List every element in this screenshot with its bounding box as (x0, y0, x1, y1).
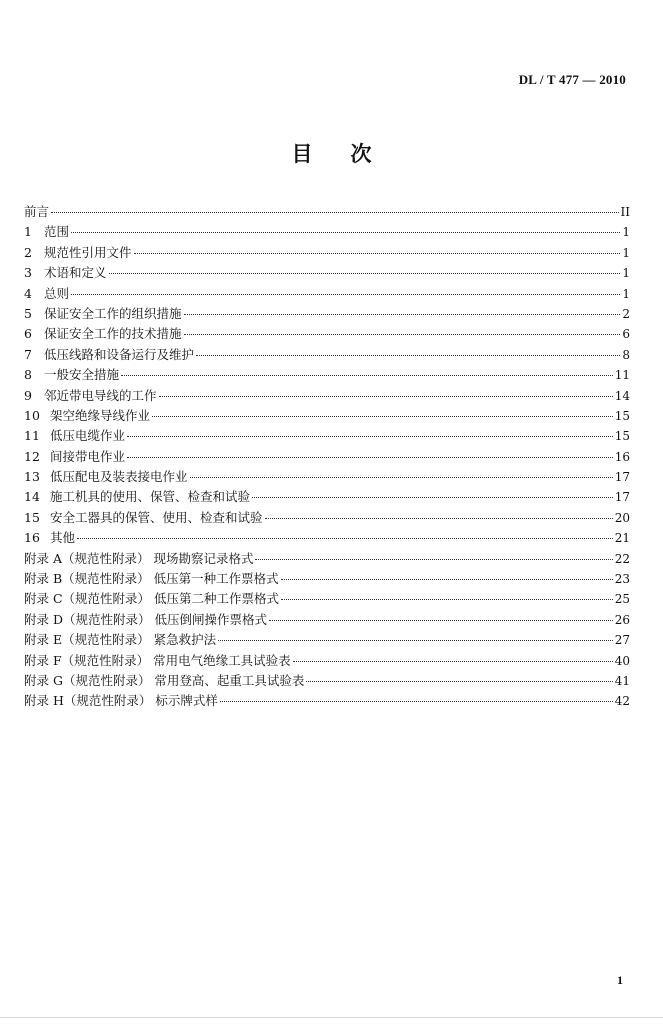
toc-entry-page: 16 (614, 449, 630, 464)
toc-entry[interactable] (24, 630, 630, 650)
toc-entry-page: 25 (614, 592, 630, 607)
toc-entry[interactable] (24, 549, 630, 569)
toc-title: 目次 (291, 142, 410, 166)
toc-entry-title: 前言 (24, 204, 50, 219)
toc-entry-number: 8 (24, 367, 32, 383)
toc-entry-page: 17 (614, 490, 630, 505)
toc-entry-number: 3 (24, 265, 32, 281)
toc-dot-leader (127, 457, 613, 458)
toc-dot-leader (71, 294, 620, 295)
toc-entry-number: 16 (24, 530, 40, 546)
toc-dot-leader (269, 620, 613, 621)
toc-entry[interactable] (24, 406, 630, 426)
toc-dot-leader (218, 640, 613, 641)
toc-entry-title: 附录 C（规范性附录） 低压第二种工作票格式 (24, 591, 280, 607)
toc-entry[interactable] (24, 691, 630, 711)
toc-entry-title: 附录 F（规范性附录） 常用电气绝缘工具试验表 (24, 652, 291, 668)
toc-entry-title: 附录 G（规范性附录） 常用登高、起重工具试验表 (24, 672, 305, 688)
toc-entry-number: 5 (24, 305, 32, 321)
toc-entry-page: II (620, 205, 630, 219)
toc-entry-page: 17 (614, 470, 630, 485)
toc-entry-page: 22 (614, 551, 630, 566)
toc-entry-page: 1 (622, 266, 630, 281)
toc-dot-leader (121, 375, 613, 376)
toc-entry-page: 41 (614, 673, 630, 688)
toc-entry[interactable] (24, 202, 630, 222)
toc-entry[interactable] (24, 243, 630, 263)
toc-dot-leader (265, 518, 613, 519)
toc-entry-title: 附录 H（规范性附录） 标示牌式样 (24, 693, 218, 709)
toc-entry-page: 11 (614, 368, 630, 383)
toc-entry[interactable] (24, 222, 630, 242)
toc-entry-page: 20 (614, 510, 630, 525)
toc-entry-page: 21 (614, 531, 630, 546)
toc-entry[interactable] (24, 284, 630, 304)
toc-dot-leader (190, 477, 613, 478)
toc-entry-number: 6 (24, 326, 32, 342)
toc-dot-leader (159, 396, 613, 397)
toc-dot-leader (109, 273, 620, 274)
toc-dot-leader (127, 436, 613, 437)
toc-entry-title: 施工机具的使用、保管、检查和试验 (50, 489, 251, 505)
toc-entry-page: 1 (622, 245, 630, 260)
toc-entry[interactable] (24, 467, 630, 487)
toc-entry-page: 8 (622, 347, 630, 362)
toc-entry-page: 26 (614, 612, 630, 627)
toc-entry-title: 一般安全措施 (44, 367, 120, 383)
toc-entry[interactable] (24, 508, 630, 528)
toc-entry-number: 14 (24, 489, 40, 505)
toc-dot-leader (293, 661, 613, 662)
toc-entry[interactable] (24, 528, 630, 548)
toc-entry-title: 邻近带电导线的工作 (44, 387, 157, 403)
toc-entry-title: 术语和定义 (44, 265, 107, 281)
toc-dot-leader (281, 579, 613, 580)
toc-dot-leader (184, 334, 620, 335)
toc-entry[interactable] (24, 671, 630, 691)
toc-entry[interactable] (24, 345, 630, 365)
toc-dot-leader (134, 253, 620, 254)
toc-entry[interactable] (24, 386, 630, 406)
toc-dot-leader (255, 559, 612, 560)
toc-entry[interactable] (24, 487, 630, 507)
toc-entry-title: 附录 A（规范性附录） 现场勘察记录格式 (24, 550, 254, 566)
toc-entry-page: 42 (614, 694, 630, 709)
toc-dot-leader (196, 355, 620, 356)
toc-entry[interactable] (24, 324, 630, 344)
toc-entry-page: 27 (614, 633, 630, 648)
toc-entry[interactable] (24, 589, 630, 609)
toc-dot-leader (71, 232, 620, 233)
toc-entry-page: 6 (622, 327, 630, 342)
toc-entry-number: 13 (24, 469, 40, 485)
toc-entry[interactable] (24, 569, 630, 589)
toc-dot-leader (51, 212, 619, 213)
toc-entry-title: 规范性引用文件 (44, 244, 132, 260)
toc-dot-leader (152, 416, 613, 417)
toc-dot-leader (281, 599, 613, 600)
toc-dot-leader (77, 538, 613, 539)
toc-entry-page: 1 (622, 286, 630, 301)
toc-entry-number: 12 (24, 448, 40, 464)
toc-entry-title: 附录 B（规范性附录） 低压第一种工作票格式 (24, 571, 279, 587)
toc-entry[interactable] (24, 304, 630, 324)
toc-entry-number: 11 (24, 428, 40, 444)
toc-entry-page: 1 (622, 225, 630, 240)
toc-entry-page: 2 (622, 306, 630, 321)
toc-entry-number: 10 (24, 407, 40, 423)
toc-entry[interactable] (24, 610, 630, 630)
toc-entry-page: 15 (614, 429, 630, 444)
toc-entry-title: 保证安全工作的技术措施 (44, 326, 182, 342)
toc-entry-title: 保证安全工作的组织措施 (44, 305, 182, 321)
toc-entry-title: 架空绝缘导线作业 (50, 407, 151, 423)
toc-entry-title: 安全工器具的保管、使用、检查和试验 (50, 509, 263, 525)
toc-entry-number: 2 (24, 244, 32, 260)
standard-code: DL / T 477 — 2010 (518, 72, 626, 87)
toc-entry-title: 低压电缆作业 (50, 428, 126, 444)
toc-entry-number: 15 (24, 509, 40, 525)
toc-entry-title: 间接带电作业 (50, 448, 126, 464)
toc-entry-number: 1 (24, 224, 32, 240)
toc-entry-title: 附录 D（规范性附录） 低压倒闸操作票格式 (24, 611, 267, 627)
toc-entry-number: 7 (24, 346, 32, 362)
toc-entry-title: 低压线路和设备运行及维护 (44, 346, 195, 362)
scan-edge-divider (0, 1017, 663, 1018)
toc-entry-page: 23 (614, 572, 630, 587)
toc-entry[interactable] (24, 365, 630, 385)
toc-entry[interactable] (24, 263, 630, 283)
toc-entry-page: 14 (614, 388, 630, 403)
toc-entry-title: 低压配电及装表接电作业 (50, 469, 188, 485)
toc-entry-title: 总则 (44, 285, 70, 301)
toc-dot-leader (184, 314, 620, 315)
toc-entry-page: 40 (614, 653, 630, 668)
toc-entry-title: 附录 E（规范性附录） 紧急救护法 (24, 632, 217, 648)
toc-entry-number: 9 (24, 387, 32, 403)
toc-dot-leader (306, 681, 612, 682)
toc-entry-title: 范围 (44, 224, 70, 240)
toc-entry-number: 4 (24, 285, 32, 301)
toc-list (24, 202, 630, 712)
toc-entry-page: 15 (614, 408, 630, 423)
toc-entry[interactable] (24, 447, 630, 467)
toc-entry[interactable] (24, 651, 630, 671)
page-number: 1 (617, 973, 623, 987)
toc-entry[interactable] (24, 426, 630, 446)
toc-entry-title: 其他 (50, 530, 76, 546)
toc-dot-leader (252, 497, 613, 498)
toc-dot-leader (220, 701, 613, 702)
